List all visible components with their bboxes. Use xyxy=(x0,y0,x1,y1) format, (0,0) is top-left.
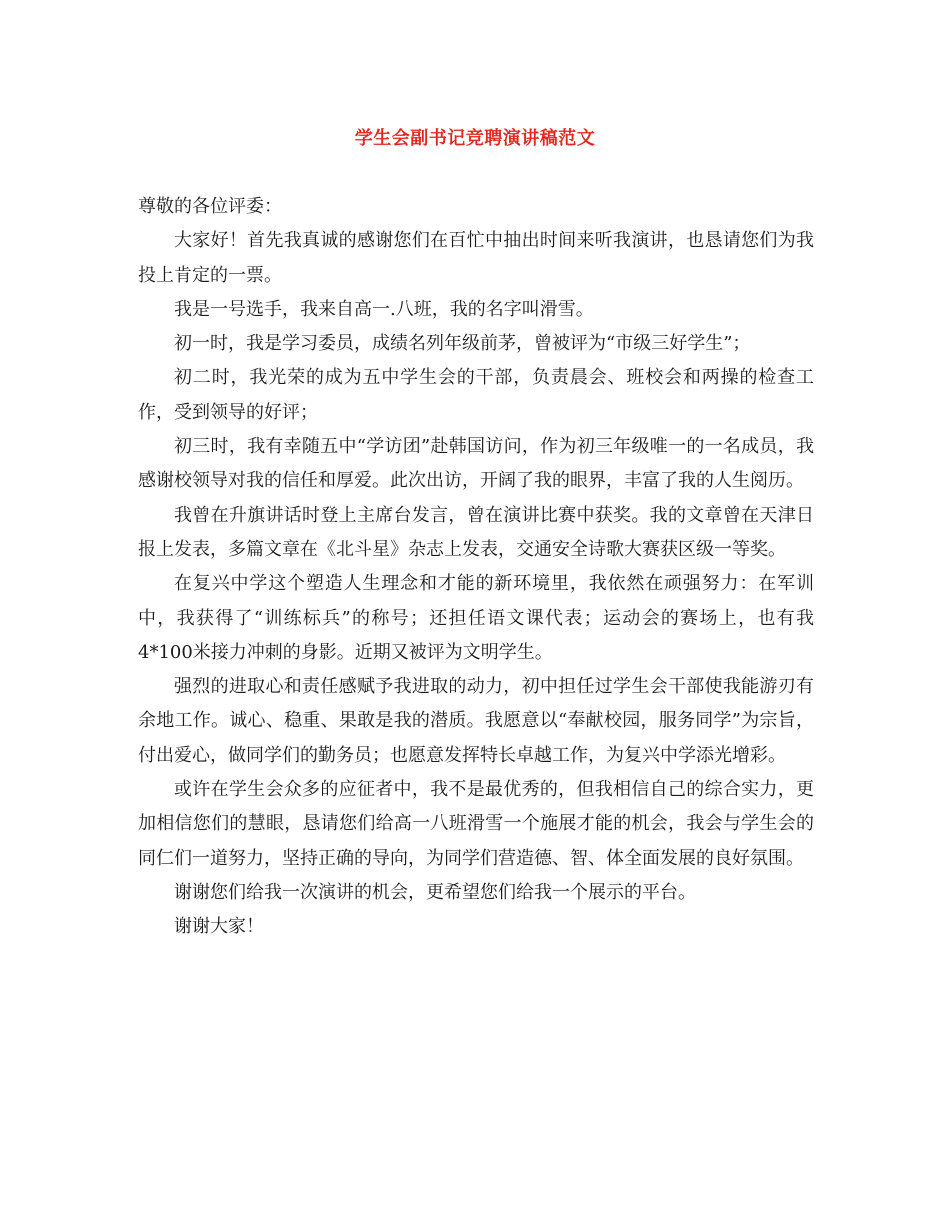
document-body xyxy=(138,190,814,945)
paragraph-5: 初三时，我有幸随五中“学访团”赴韩国访问，作为初三年级唯一的一名成员，我感谢校领导对我的信任和厚爱。此次出访，开阔了我的眼界，丰富了我的人生阅历。 xyxy=(138,436,814,492)
paragraph-9: 或许在学生会众多的应征者中，我不是最优秀的，但我相信自己的综合实力，更加相信您们的慧眼，恳请您们给高一八班滑雪一个施展才能的机会，我会与学生会的同仁们一道努力，坚持正确的导向，为同学们营造德、智、体全面发展的良好氛围。 xyxy=(138,779,814,869)
paragraph-6: 我曾在升旗讲话时登上主席台发言，曾在演讲比赛中获奖。我的文章曾在天津日报上发表，多篇文章在《北斗星》杂志上发表，交通安全诗歌大赛获区级一等奖。 xyxy=(138,504,814,560)
paragraph-4: 初二时，我光荣的成为五中学生会的干部，负责晨会、班校会和两操的检查工作，受到领导的好评； xyxy=(138,367,814,423)
paragraph-7: 在复兴中学这个塑造人生理念和才能的新环境里，我依然在顽强努力：在军训中，我获得了“训练标兵”的称号；还担任语文课代表；运动会的赛场上，也有我4*100米接力冲刺的身影。近期又被评为文明学生。 xyxy=(138,573,814,663)
greeting-line: 尊敬的各位评委： xyxy=(138,196,282,217)
paragraph-10: 谢谢您们给我一次演讲的机会，更希望您们给我一个展示的平台。 xyxy=(174,881,696,903)
document-title: 学生会副书记竞聘演讲稿范文 xyxy=(354,128,596,149)
paragraph-1: 大家好！首先我真诚的感谢您们在百忙中抽出时间来听我演讲，也恳请您们为我投上肯定的一票。 xyxy=(138,230,814,286)
paragraph-2: 我是一号选手，我来自高一.八班，我的名字叫滑雪。 xyxy=(174,298,594,320)
paragraph-3: 初一时，我是学习委员，成绩名列年级前茅，曾被评为“市级三好学生”； xyxy=(174,333,751,355)
closing-line: 谢谢大家！ xyxy=(174,916,264,938)
paragraph-8: 强烈的进取心和责任感赋予我进取的动力，初中担任过学生会干部使我能游刃有余地工作。诚心、稳重、果敢是我的潜质。我愿意以“奉献校园，服务同学”为宗旨，付出爱心，做同学们的勤务员；也愿意发挥特长卓越工作，为复兴中学添光增彩。 xyxy=(138,676,814,766)
